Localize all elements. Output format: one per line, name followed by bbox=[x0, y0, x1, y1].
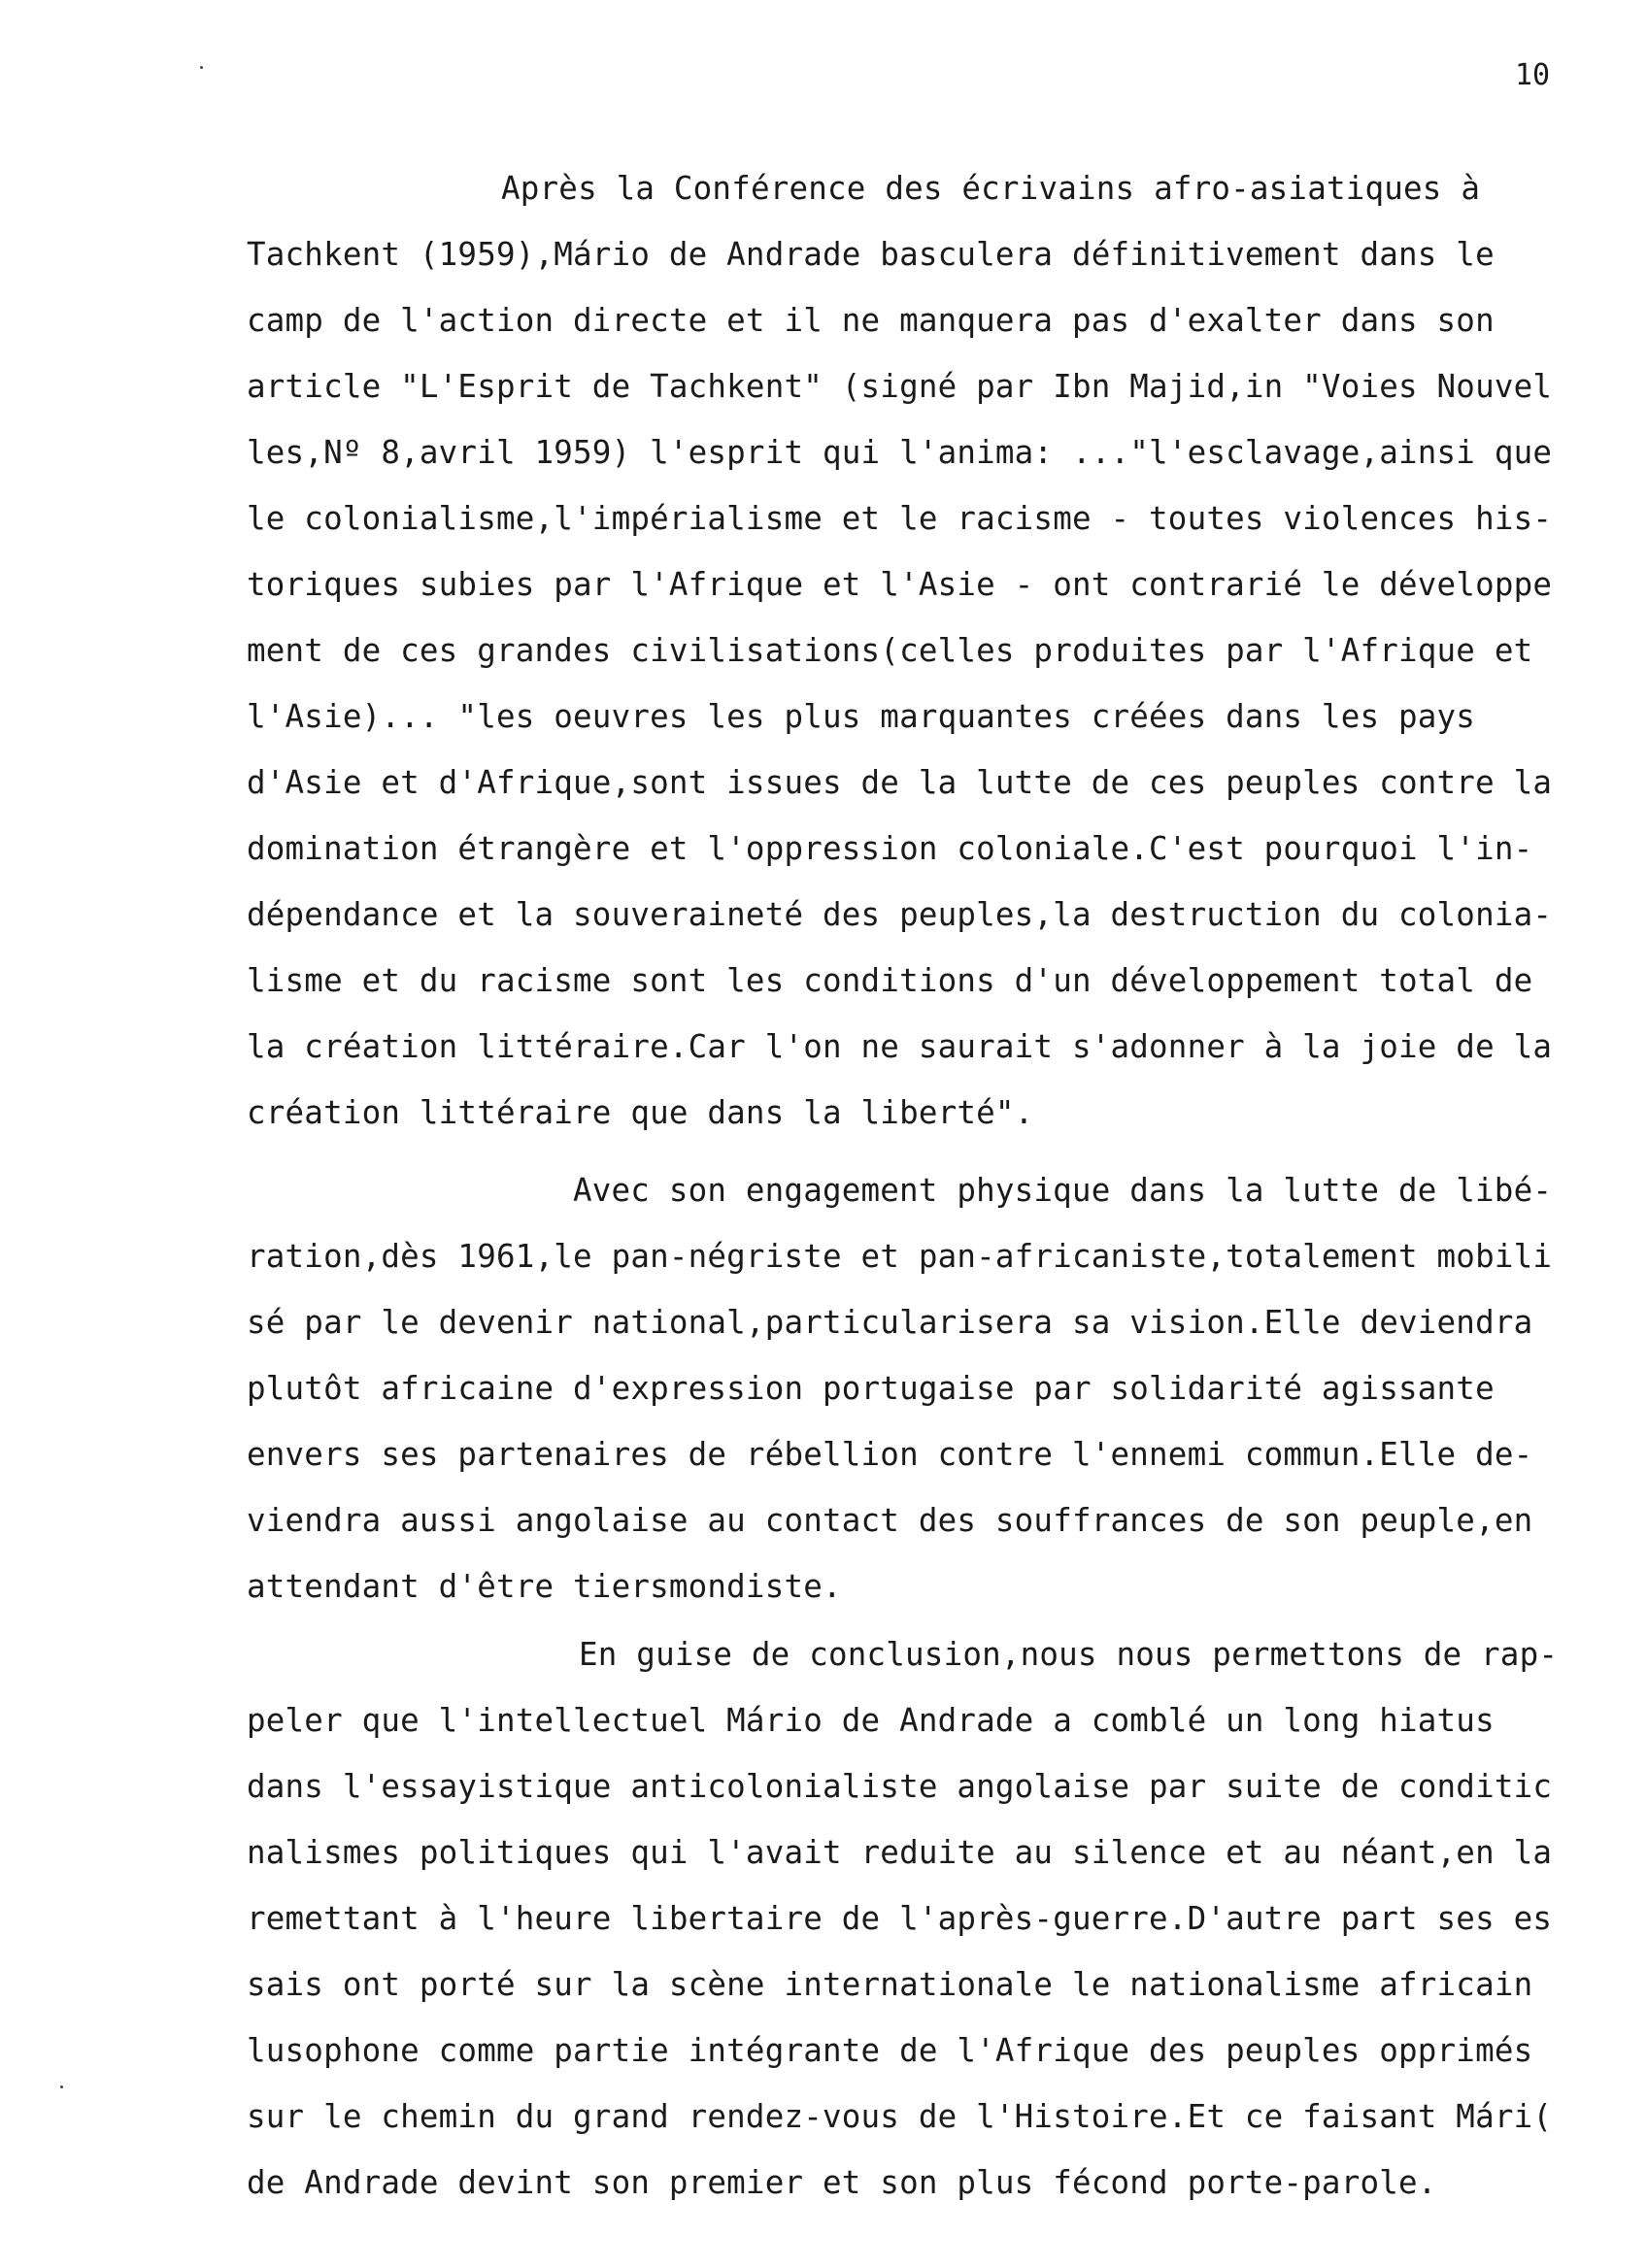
text-line: lusophone comme partie intégrante de l'Afrique des peuples opprimés bbox=[247, 2032, 1533, 2069]
text-line: ration,dès 1961,le pan-négriste et pan-africaniste,totalement mobili bbox=[247, 1238, 1553, 1275]
text-line: le colonialisme,l'impérialisme et le racisme - toutes violences his- bbox=[247, 500, 1553, 537]
text-line: Avec son engagement physique dans la lutte de libé- bbox=[573, 1172, 1553, 1209]
text-line: envers ses partenaires de rébellion contre l'ennemi commun.Elle de- bbox=[247, 1436, 1533, 1473]
text-line: dépendance et la souveraineté des peuples,la destruction du colonia- bbox=[247, 896, 1553, 933]
text-line: dans l'essayistique anticolonialiste angolaise par suite de conditic bbox=[247, 1768, 1553, 1805]
text-line: d'Asie et d'Afrique,sont issues de la lutte de ces peuples contre la bbox=[247, 764, 1553, 801]
text-line: ment de ces grandes civilisations(celles produites par l'Afrique et bbox=[247, 632, 1533, 669]
text-line: sé par le devenir national,particularisera sa vision.Elle deviendra bbox=[247, 1304, 1533, 1341]
text-line: En guise de conclusion,nous nous permettons de rap- bbox=[579, 1636, 1559, 1673]
text-line: remettant à l'heure libertaire de l'après-guerre.D'autre part ses es bbox=[247, 1900, 1553, 1937]
paragraph-2 bbox=[247, 1157, 1647, 1619]
page-number: 10 bbox=[1515, 58, 1551, 92]
text-line: l'Asie)... "les oeuvres les plus marquantes créées dans les pays bbox=[247, 698, 1476, 735]
text-line: de Andrade devint son premier et son plus fécond porte-parole. bbox=[247, 2164, 1437, 2201]
text-line: peler que l'intellectuel Mário de Andrade a comblé un long hiatus bbox=[247, 1702, 1495, 1739]
text-line: attendant d'être tiersmondiste. bbox=[247, 1568, 842, 1605]
text-line: camp de l'action directe et il ne manquera pas d'exalter dans son bbox=[247, 302, 1495, 339]
scan-speck bbox=[200, 66, 203, 69]
text-line: sais ont porté sur la scène internationale le nationalisme africain bbox=[247, 1966, 1533, 2003]
text-line: domination étrangère et l'oppression coloniale.C'est pourquoi l'in- bbox=[247, 830, 1533, 867]
text-line: viendra aussi angolaise au contact des souffrances de son peuple,en bbox=[247, 1502, 1533, 1539]
text-line: lisme et du racisme sont les conditions d'un développement total de bbox=[247, 962, 1533, 999]
text-line: Après la Conférence des écrivains afro-asiatiques à bbox=[501, 170, 1481, 207]
text-line: article "L'Esprit de Tachkent" (signé par Ibn Majid,in "Voies Nouvel bbox=[247, 368, 1553, 405]
text-line: Tachkent (1959),Mário de Andrade basculera définitivement dans le bbox=[247, 236, 1495, 273]
text-line: sur le chemin du grand rendez-vous de l'Histoire.Et ce faisant Mári( bbox=[247, 2098, 1553, 2135]
paragraph-3 bbox=[247, 1621, 1647, 2216]
text-line: toriques subies par l'Afrique et l'Asie - ont contrarié le développe bbox=[247, 566, 1553, 603]
text-line: nalismes politiques qui l'avait reduite au silence et au néant,en la bbox=[247, 1834, 1553, 1871]
paragraph-1 bbox=[247, 155, 1647, 1146]
text-line: création littéraire que dans la liberté". bbox=[247, 1094, 1034, 1131]
text-line: plutôt africaine d'expression portugaise par solidarité agissante bbox=[247, 1370, 1495, 1407]
text-line: la création littéraire.Car l'on ne saurait s'adonner à la joie de la bbox=[247, 1028, 1553, 1065]
scan-speck bbox=[60, 2085, 63, 2088]
text-line: les,Nº 8,avril 1959) l'esprit qui l'anima: ..."l'esclavage,ainsi que bbox=[247, 434, 1553, 471]
